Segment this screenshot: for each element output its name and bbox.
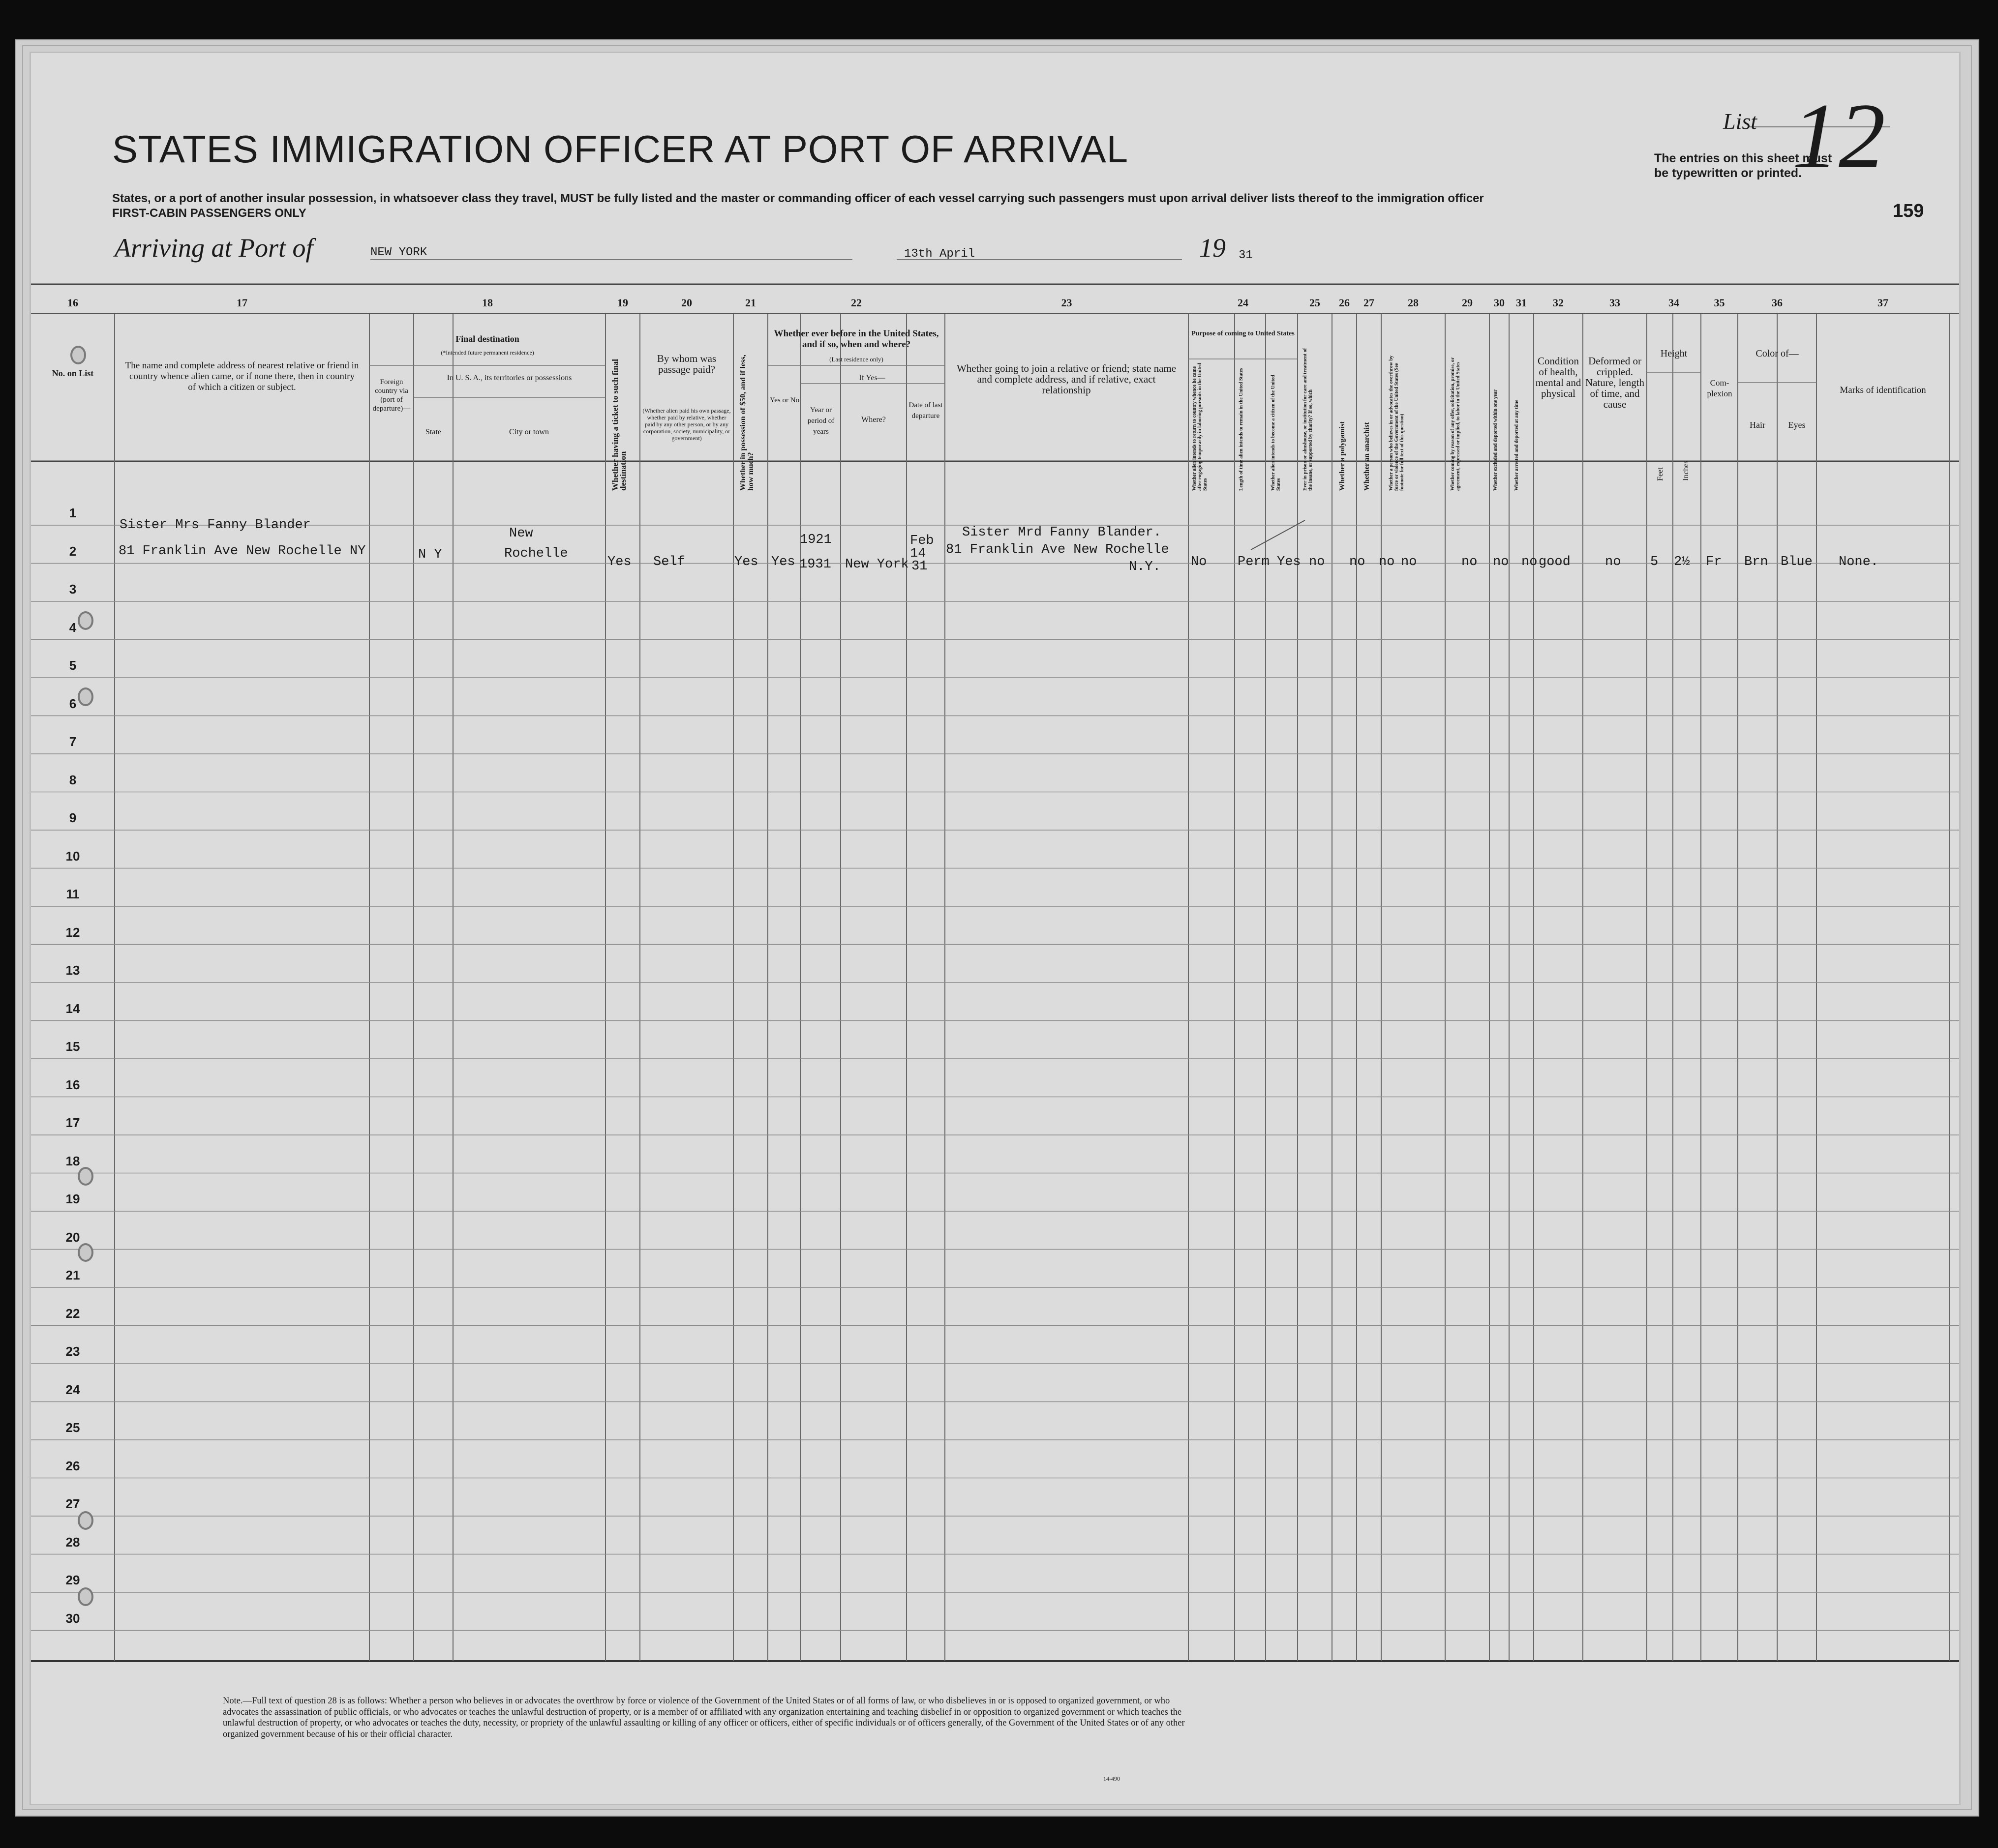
- year-prefix: 19: [1199, 233, 1226, 263]
- row-number: 23: [65, 1344, 80, 1359]
- entries-note: be typewritten or printed.: [1654, 166, 1802, 180]
- arriving-label: Arriving at Port of: [115, 233, 313, 263]
- header-ever-before: Whether ever before in the United States, and if so, when and where?: [774, 328, 939, 350]
- list-label: List: [1723, 109, 1757, 134]
- entry-eyes: Blue: [1781, 555, 1813, 569]
- entry-marks: None.: [1839, 555, 1879, 569]
- entry-join-line3: N.Y.: [1129, 560, 1161, 574]
- row-number: 22: [65, 1306, 80, 1321]
- row-number: 19: [65, 1192, 80, 1206]
- binder-hole: [78, 687, 93, 706]
- entry-citizen: Yes: [1277, 555, 1301, 569]
- column-number: 16: [67, 297, 78, 309]
- header-final-destination-sub: (*Intended future permanent residence): [441, 349, 534, 356]
- check-mark: [1251, 520, 1305, 550]
- column-number: 18: [482, 297, 493, 309]
- row-number: 20: [65, 1229, 80, 1245]
- column-number: 22: [851, 297, 862, 309]
- header-passage-paid: By whom was passage paid?: [657, 353, 717, 375]
- row-number: 5: [69, 658, 77, 673]
- column-number: 21: [745, 297, 756, 309]
- header-health: Condition of health, mental and physical: [1535, 355, 1581, 399]
- column-number: 30: [1494, 297, 1505, 309]
- entry-state: N Y: [418, 547, 442, 562]
- entry-join-line2: 81 Franklin Ave New Rochelle: [946, 542, 1169, 557]
- column-number: 33: [1609, 297, 1620, 309]
- header-no-on-list: No. on List: [52, 368, 94, 378]
- binder-hole: [78, 1243, 93, 1262]
- column-number: 28: [1408, 297, 1419, 309]
- row-number: 8: [69, 772, 77, 787]
- entry-date3: 31: [911, 559, 928, 574]
- header-hair: Hair: [1750, 420, 1765, 430]
- header-excluded: Whether excluded and deported within one year: [1493, 389, 1498, 491]
- entry-anarchist: no: [1379, 555, 1395, 569]
- header-relative: The name and complete address of nearest relative or friend in country whence alien came, or if none there, then in country of which a citizen or subject.: [125, 360, 359, 392]
- header-join-relative: Whether going to join a relative or friend; state name and complete address, and if relative, exact relationship: [956, 362, 1177, 396]
- entry-return: No: [1191, 555, 1207, 569]
- row-number: 7: [69, 734, 77, 749]
- row-number: 14: [65, 1001, 80, 1016]
- header-purpose-return: Whether alien intends to return to country whence he came after engaging temporarily in laboring pursuits in the United States: [1192, 363, 1208, 491]
- column-number: 23: [1061, 297, 1072, 309]
- column-number: 19: [617, 297, 628, 309]
- column-number: 29: [1462, 297, 1473, 309]
- header-ticket: Whether having a ticket to such final destination: [610, 359, 628, 491]
- header-height: Height: [1660, 348, 1688, 359]
- class-line: FIRST-CABIN PASSENGERS ONLY: [112, 207, 306, 220]
- header-offer: Whether coming by reason of any offer, solicitation, promise, or agreement, expressed or implied, to labor in the United States: [1450, 357, 1461, 491]
- row-number: 29: [65, 1573, 80, 1587]
- entry-where: New York: [845, 557, 909, 572]
- form-code: 14-490: [1103, 1775, 1120, 1782]
- entry-arrested: no: [1521, 555, 1538, 569]
- year-suffix: 31: [1239, 249, 1253, 262]
- entry-relative-line2: 81 Franklin Ave New Rochelle NY: [119, 544, 366, 559]
- header-feet: Feet: [1656, 467, 1665, 481]
- column-number: 26: [1339, 297, 1350, 309]
- column-number: 24: [1238, 297, 1248, 309]
- row-number: 13: [65, 963, 80, 978]
- column-number: 35: [1714, 297, 1725, 309]
- entry-paid-by: Self: [653, 555, 685, 569]
- entry-join-line1: Sister Mrd Fanny Blander.: [962, 525, 1162, 540]
- column-number: 27: [1363, 297, 1374, 309]
- entry-prison: no: [1309, 555, 1325, 569]
- row-number: 2: [69, 543, 77, 559]
- binder-hole: [78, 1511, 93, 1530]
- column-number: 36: [1772, 297, 1783, 309]
- header-marks: Marks of identification: [1840, 385, 1926, 395]
- entry-year2: 1931: [799, 557, 831, 572]
- binder-hole: [78, 611, 93, 630]
- entry-relative-line1: Sister Mrs Fanny Blander: [120, 518, 311, 533]
- header-polygamist: Whether a polygamist: [1338, 421, 1346, 491]
- entry-deformed: no: [1605, 555, 1621, 569]
- header-color-of: Color of—: [1756, 348, 1799, 359]
- header-foreign-country: Foreign country via (port of departure)—: [372, 378, 411, 413]
- row-number: 21: [65, 1268, 80, 1282]
- entry-city-line2: Rochelle: [504, 546, 568, 561]
- column-number: 31: [1516, 297, 1527, 309]
- page-number: 159: [1893, 201, 1924, 221]
- row-number: 9: [69, 810, 77, 825]
- entry-year1: 1921: [800, 533, 832, 547]
- header-passage-paid-sub: (Whether alien paid his own passage, whether paid by relative, whether paid by any other person, or by any corporation, society, municipality, or government): [642, 407, 731, 442]
- row-number: 24: [65, 1382, 80, 1397]
- header-eyes: Eyes: [1788, 420, 1806, 430]
- row-number: 10: [65, 848, 80, 864]
- manifest-sheet: [30, 52, 1961, 1805]
- row-number: 12: [65, 924, 80, 940]
- entry-overthrow: no: [1401, 555, 1417, 569]
- header-deformed: Deformed or crippled. Nature, length of time, and cause: [1585, 355, 1645, 410]
- row-number: 11: [66, 887, 80, 901]
- header-purpose-length: Length of time alien intends to remain in the United States: [1239, 368, 1244, 491]
- entry-hair: Brn: [1744, 555, 1768, 569]
- subtitle: States, or a port of another insular possession, in whatsoever class they travel, MUST be fully listed and the master or commanding officer of each vessel carrying such passengers must upon arrival deliver lists thereof to the immigration officer: [112, 192, 1484, 205]
- page-title: STATES IMMIGRATION OFFICER AT PORT OF ARRIVAL: [112, 127, 1129, 171]
- header-ever-before-sub: (Last residence only): [829, 356, 883, 363]
- header-if-yes: If Yes—: [859, 374, 885, 382]
- row-number: 15: [65, 1039, 80, 1054]
- entry-before: Yes: [771, 555, 795, 569]
- row-number: 30: [65, 1610, 80, 1626]
- entry-excluded: no: [1493, 555, 1509, 569]
- row-number: 6: [69, 696, 77, 711]
- column-number: 25: [1309, 297, 1320, 309]
- list-number: 12: [1792, 85, 1885, 188]
- header-complexion: Com-plexion: [1707, 378, 1732, 398]
- row-number: 27: [65, 1496, 80, 1511]
- header-overthrow: Whether a person who believes in or advocates the overthrow by force or violence of the Government of the United States (See footnote for full text of this question): [1389, 356, 1405, 491]
- footnote: Note.—Full text of question 28 is as follows: Whether a person who believes in or advocates the overthrow by force or violence of the Government of the United States or of all forms of law, or who disbelieves in or is opposed to organized government, or who advocates the assassination of public officials, or who advocates or teaches the unlawful destruction of property, or is a member of or affiliated with any organization entertaining and teaching disbelief in or opposition to organized government or which teaches the unlawful destruction of property, or who advocates or teaches the duty, necessity, or propriety of the unlawful assaulting or killing of any officer or officers, either of specific individuals or of officers generally, of the Government of the United States or of any other organized government because of his or their official character.: [223, 1696, 1185, 1739]
- entry-complexion: Fr: [1706, 555, 1722, 569]
- column-number: 17: [237, 297, 247, 309]
- row-number: 17: [65, 1115, 80, 1130]
- row-number: 28: [65, 1534, 80, 1550]
- row-number: 3: [69, 582, 77, 596]
- binder-hole: [78, 1167, 93, 1186]
- row-number: 16: [65, 1077, 80, 1092]
- entry-polygamist: no: [1349, 555, 1365, 569]
- header-date-departure: Date of last departure: [908, 401, 943, 420]
- header-year: Year or period of years: [807, 406, 835, 436]
- header-inches: Inches: [1682, 460, 1690, 481]
- column-number: 34: [1668, 297, 1679, 309]
- header-money: Whether in possession of $50, and if less, how much?: [739, 355, 755, 491]
- header-purpose-citizen: Whether alien intends to become a citizen of the United States: [1271, 375, 1281, 491]
- column-number: 37: [1877, 297, 1888, 309]
- entry-health: good: [1539, 555, 1571, 569]
- entry-feet: 5: [1650, 555, 1659, 569]
- entry-date1: Feb: [910, 534, 934, 548]
- entry-date2: 14: [910, 546, 926, 561]
- column-number: 32: [1553, 297, 1564, 309]
- row-number: 25: [65, 1420, 80, 1435]
- column-number: 20: [681, 297, 692, 309]
- entry-money: Yes: [734, 555, 758, 569]
- binder-hole: [78, 1587, 93, 1606]
- header-prison: Ever in prison or almshouse, or institution for care and treatment of the insane, or supported by charity? If so, which: [1302, 348, 1313, 491]
- header-arrested: Whether arrested and deported at any time: [1514, 399, 1519, 491]
- entry-length: Perm: [1238, 555, 1270, 569]
- entry-inches: 2½: [1674, 555, 1690, 569]
- binder-hole: [70, 346, 86, 364]
- row-number: 4: [69, 620, 77, 635]
- header-yes-no: Yes or No: [769, 396, 800, 404]
- date-value: 13th April: [904, 247, 975, 261]
- entry-offer: no: [1461, 555, 1478, 569]
- header-usa: In U. S. A., its territories or possessions: [447, 374, 572, 382]
- header-anarchist: Whether an anarchist: [1363, 422, 1371, 491]
- entry-ticket: Yes: [607, 555, 632, 569]
- row-number: 26: [65, 1458, 80, 1473]
- row-number: 1: [69, 506, 77, 520]
- header-city: City or town: [509, 428, 549, 436]
- entry-city-line1: New: [509, 526, 533, 541]
- port-value: NEW YORK: [370, 246, 427, 259]
- header-final-destination: Final destination: [455, 334, 519, 344]
- form-grid: [31, 53, 1959, 1804]
- header-state: State: [425, 428, 441, 436]
- header-purpose: Purpose of coming to United States: [1191, 330, 1295, 337]
- header-where: Where?: [861, 416, 886, 424]
- row-number: 18: [65, 1153, 80, 1168]
- entries-note: The entries on this sheet must: [1654, 151, 1832, 165]
